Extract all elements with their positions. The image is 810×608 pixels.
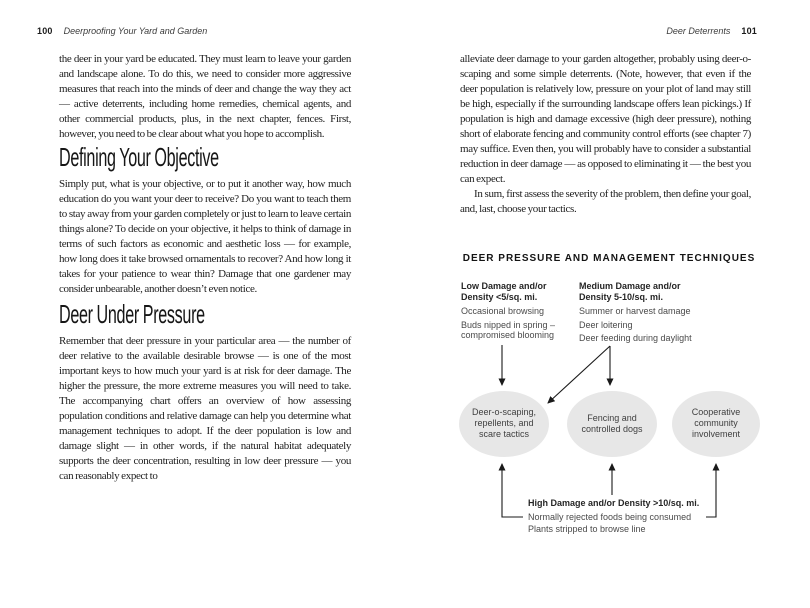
section-heading-defining-your-objective: Defining Your Objective: [59, 142, 219, 172]
paragraph: Remember that deer pressure in your particular area — the number of deer relative to the available desirable browse — is one of the most important keys to how much your yard is at risk for deer damage. The higher the pressure, the more extreme measures you will need to take. The accompanying chart offers an overview of how assessing population conditions and relative damage can help you determine what management techniques to adopt. If the deer population is low and damage slight — in other words, if the natural habitat adequately supports the deer concentration, resulting in low deer pressure — you can reasonably expect to: [59, 335, 351, 482]
deer-pressure-diagram: [458, 254, 760, 554]
low-damage-item: Buds nipped in spring – compromised blooming: [461, 319, 556, 340]
node-label-deeroscaping: Deer-o-scaping, repellents, and scare tactics: [471, 407, 537, 439]
arrow-high-to-node1: [502, 464, 523, 517]
high-damage-block: [528, 498, 699, 537]
paragraph: the deer in your yard be educated. They must learn to leave your garden and landscape alone. To do this, we need to consider more aggressive measures that reach into the minds of deer and change the way they act — active deterrents, including home remedies, chemical agents, and other commercial products, plus, in the next chapter, fences. First, however, you need to be clear about what you hope to accomplish.: [59, 53, 351, 140]
medium-damage-item: Deer feeding during daylight: [579, 333, 692, 343]
page-number-left: 100: [37, 26, 53, 36]
section-heading-deer-under-pressure: Deer Under Pressure: [59, 299, 205, 329]
medium-damage-item: Deer loitering: [579, 319, 633, 330]
node-label-fencing: Fencing and controlled dogs: [581, 413, 643, 434]
diagram-title: DEER PRESSURE AND MANAGEMENT TECHNIQUES: [462, 253, 756, 264]
page-right-body: [460, 52, 751, 217]
running-head-left: [37, 25, 207, 37]
node-label-cooperative: Cooperative community involvement: [691, 407, 741, 439]
paragraph: alleviate deer damage to your garden altogether, probably using deer-o-scaping and some simple deterrents. (Note, however, that even if the deer population is relatively low, pressure on your plot of land may still be high, especially if the surrounding landscape offers lean pickings.) If population is high and damage excessive (high deer pressure), nothing short of elaborate fencing and community control efforts (see chapter 7) may suffice. Even then, you will probably have to consider a substantial reduction in deer damage — as opposed to eliminating it — the best you can expect.: [460, 53, 751, 185]
running-head-title-left: Deerproofing Your Yard and Garden: [63, 26, 208, 36]
low-damage-heading: Low Damage and/or Density <5/sq. mi.: [461, 281, 547, 302]
medium-damage-heading: Medium Damage and/or Density 5-10/sq. mi.: [579, 281, 681, 302]
arrow-high-to-node3: [706, 464, 716, 517]
page-number-right: 101: [741, 26, 757, 36]
running-head-title-right: Deer Deterrents: [666, 26, 731, 36]
page-left-body: [59, 52, 351, 484]
high-damage-item: Normally rejected foods being consumed: [528, 511, 692, 522]
low-damage-item: Occasional browsing: [461, 306, 545, 316]
medium-damage-item: Summer or harvest damage: [579, 306, 691, 316]
paragraph: Simply put, what is your objective, or to put it another way, how much education do you want your deer to receive? Do you want to teach them to stay away from your garden completely or just to learn to leave certain things alone? To decide on your objective, it helps to think of damage in terms of such factors as economic and aesthetic loss — for example, how long does it take browsed ornamentals to recover? And how long it takes for your patience to wear thin? Damage that one gardener may consider unbearable, another doesn’t even notice.: [59, 178, 351, 295]
high-damage-heading: High Damage and/or Density >10/sq. mi.: [528, 498, 700, 508]
paragraph: In sum, first assess the severity of the problem, then define your goal, and, last, choose your tactics.: [460, 188, 751, 215]
running-head-right: [666, 25, 757, 37]
high-damage-item: Plants stripped to browse line: [528, 524, 646, 534]
